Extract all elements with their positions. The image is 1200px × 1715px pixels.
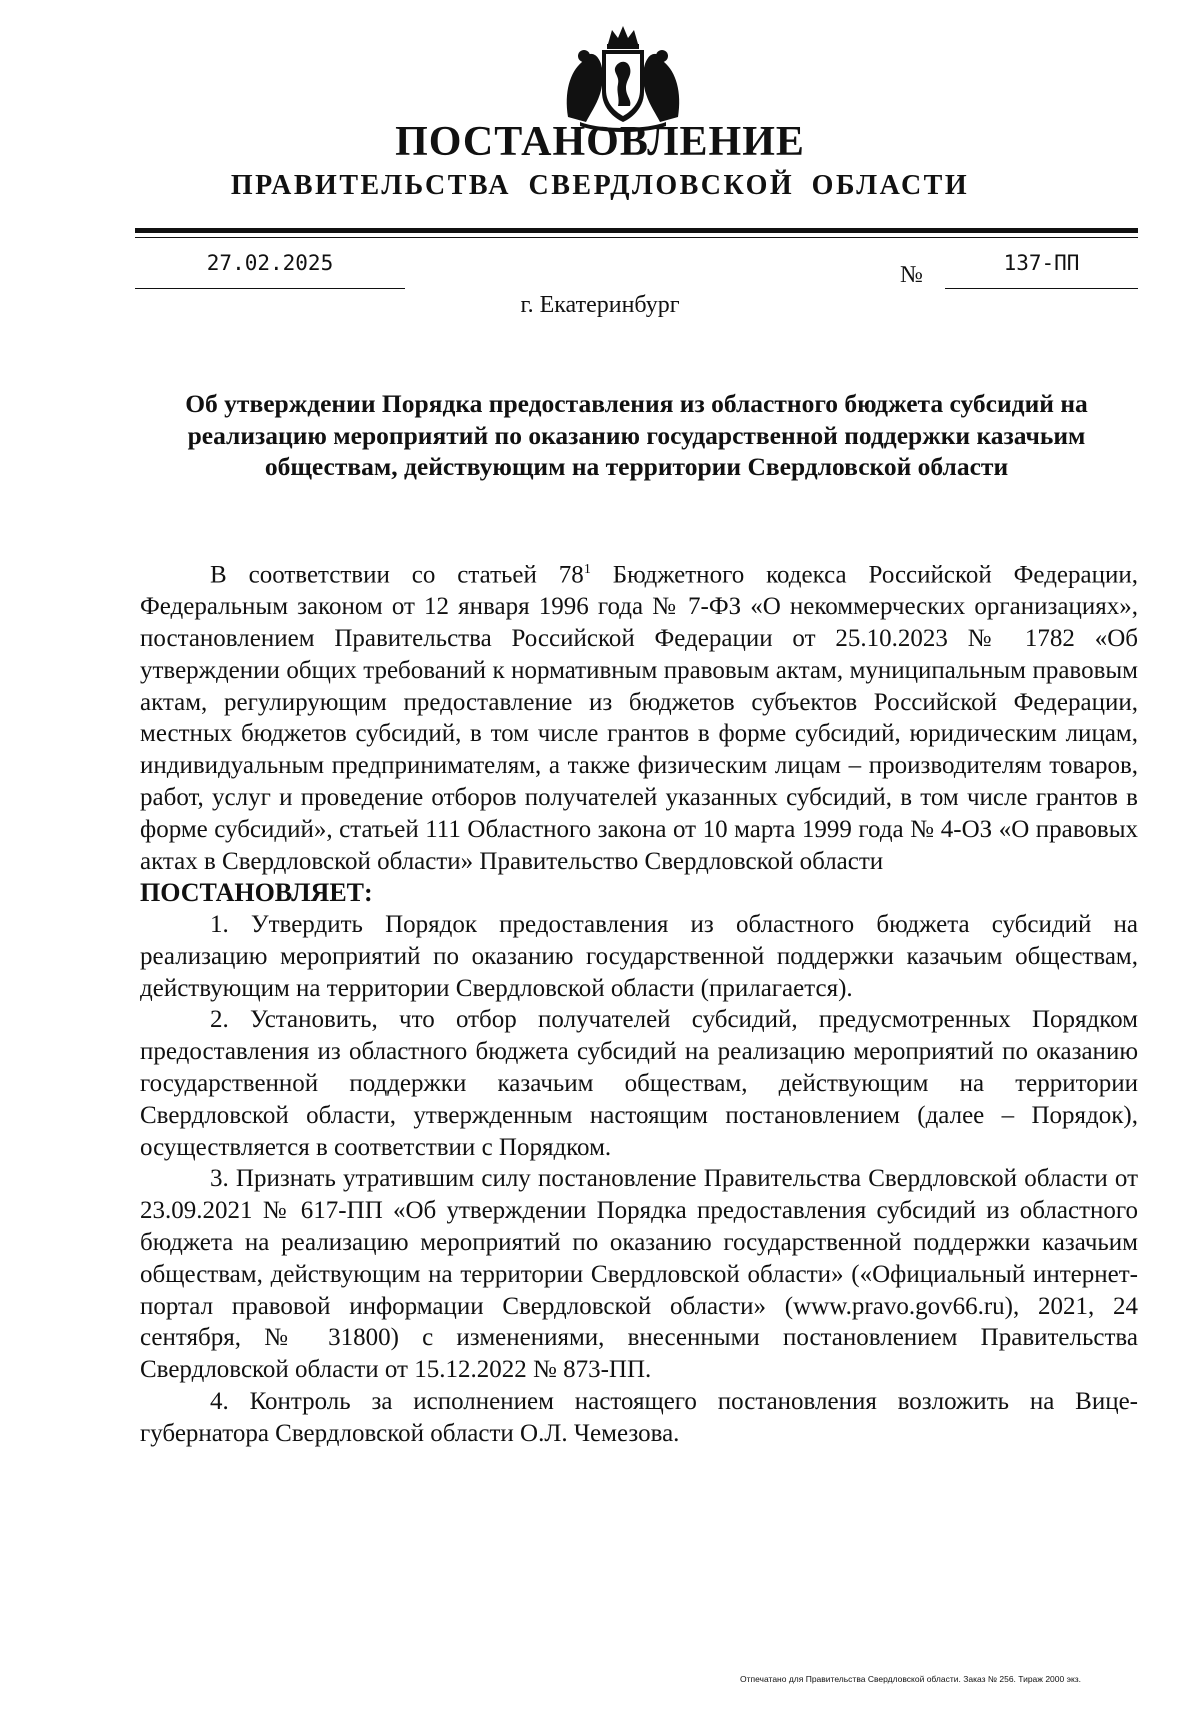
city: г. Екатеринбург — [520, 292, 680, 318]
issuer-title: ПРАВИТЕЛЬСТВА СВЕРДЛОВСКОЙ ОБЛАСТИ — [230, 170, 970, 201]
decree-item-2: 2. Установить, что отбор получателей субсидий, предусмотренных Порядком предоставления из областного бюджета субсидий на реализацию мероприятий по оказанию государственной поддержки казачьим обществам, действующим на территории Свердловской области, утвержденным настоящим постановлением (далее – Порядок), осуществляется в соответствии с Порядком. — [140, 1006, 1138, 1161]
decree-item-4: 4. Контроль за исполнением настоящего постановления возложить на Вице-губернатора Свердловской области О.Л. Чемезова. — [140, 1388, 1138, 1447]
decree-item-1: 1. Утвердить Порядок предоставления из областного бюджета субсидий на реализацию мероприятий по оказанию государственной поддержки казачьим обществам, действующим на территории Свердловской области (прилагается). — [140, 911, 1138, 1002]
document-number: 137-ПП — [945, 248, 1138, 289]
document-heading: Об утверждении Порядка предоставления из областного бюджета субсидий на реализацию мероприятий по оказанию государственной поддержки казачьим обществам, действующим на территории Свердловской области — [185, 389, 1088, 481]
decree-item-3: 3. Признать утратившим силу постановление Правительства Свердловской области от 23.09.2021 № 617-ПП «Об утверждении Порядка предоставления субсидий из областного бюджета на реализацию мероприятий по оказанию государственной поддержки казачьим обществам, действующим на территории Свердловской области» («Официальный интернет-портал правовой информации Свердловской области» (www.pravo.gov66.ru), 2021, 24 сентября, № 31800) с изменениями, внесенными постановлением Правительства Свердловской области от 15.12.2022 № 873-ПП. — [140, 1165, 1138, 1384]
document-title: ПОСТАНОВЛЕНИЕ — [395, 119, 805, 165]
number-sign: № — [900, 262, 923, 288]
document-body — [140, 554, 1138, 1450]
print-note: Отпечатано для Правительства Свердловской области. Заказ № 256. Тираж 2000 экз. — [740, 1674, 1082, 1684]
document-date: 27.02.2025 — [135, 248, 405, 289]
article-superscript: 1 — [583, 562, 591, 577]
preamble — [140, 554, 1138, 877]
decree-word: ПОСТАНОВЛЯЕТ: — [140, 878, 373, 908]
header-rule-thin — [135, 237, 1138, 238]
header-rule — [135, 228, 1138, 233]
preamble-prefix: В соответствии со статьей 78 — [210, 561, 584, 589]
coat-of-arms-icon — [560, 22, 686, 132]
preamble-text: Бюджетного кодекса Российской Федерации, Федеральным законом от 12 января 1996 года № 7-ФЗ «О некоммерческих организациях», постановлением Правительства Российской Федерации от 25.10.2023 № 1782 «Об утверждении общих требований к нормативным правовым актам, муниципальным правовым актам, регулирующим предоставление из бюджетов субъектов Российской Федерации, местных бюджетов субсидий, в том числе грантов в форме субсидий, юридическим лицам, индивидуальным предпринимателям, а также физическим лицам – производителям товаров, работ, услуг и проведение отборов получателей указанных субсидий, в том числе грантов в форме субсидий», статьей 111 Областного закона от 10 марта 1999 года № 4-ОЗ «О правовых актах в Свердловской области» Правительство Свердловской области — [140, 561, 1138, 875]
